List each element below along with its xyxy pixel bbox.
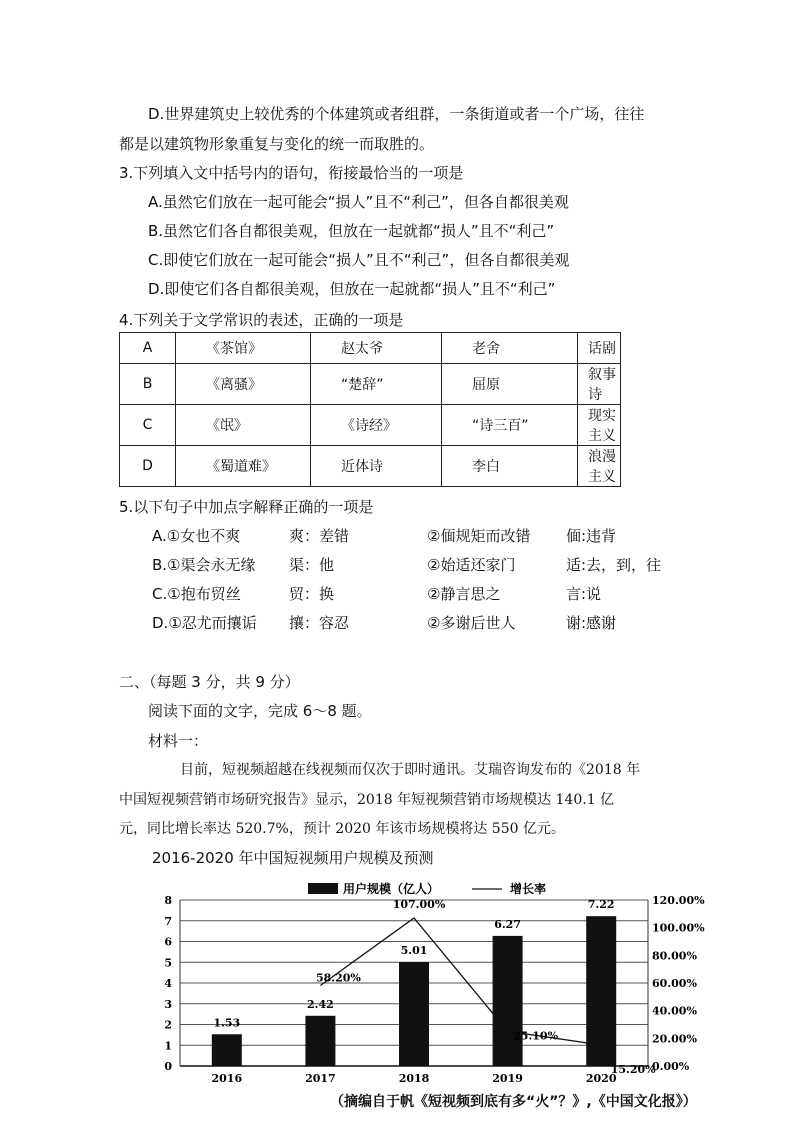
table-cell: 屈原 [442,364,578,405]
material-label: 材料一： [148,732,209,750]
y-left-tick-label: 4 [164,977,172,990]
literature-table [119,332,621,487]
q2-option-d-line1: D.世界建筑史上较优秀的个体建筑或者组群，一条街道或者一个广场，往往 [148,105,645,123]
material-paragraph-line3: 元，同比增长率达 520.7%，预计 2020 年该市场规模将达 550 亿元。 [119,821,565,837]
table-cell: 《诗经》 [311,405,442,446]
q3-stem: 3.下列填入文中括号内的语句，衔接最恰当的一项是 [119,164,464,182]
y-left-tick-label: 1 [164,1039,172,1053]
table-row [120,364,621,405]
table-cell: 老舍 [442,333,578,364]
q5-stem: 5.以下句子中加点字解释正确的一项是 [119,498,374,516]
table-cell: “诗三百” [442,405,578,446]
table-row [120,333,621,364]
x-tick-label: 2017 [305,1072,336,1085]
table-cell: “楚辞” [311,364,442,405]
section-heading: 二、（每题 3 分，共 9 分） [119,673,300,691]
reading-instruction: 阅读下面的文字，完成 6～8 题。 [148,702,372,720]
table-cell: B [120,364,176,405]
y-left-tick-label: 5 [164,956,172,970]
source-citation: （摘编自于帆《短视频到底有多“火”？》,《中国文化报》） [330,1094,697,1110]
growth-rate-line [320,918,601,1045]
y-left-tick-label: 8 [164,894,172,907]
y-right-tick-label: 100.00% [652,921,705,935]
q5-d-gloss1: 攘：容忍 [289,614,350,632]
q5-b-gloss1: 渠：他 [289,556,335,574]
growth-rate-label: 25.10% [513,1029,559,1043]
bar-value-label: 2.42 [307,997,334,1011]
y-right-tick-label: 60.00% [652,977,697,990]
x-tick-label: 2019 [492,1072,523,1085]
q4-stem: 4.下列关于文学常识的表述，正确的一项是 [119,311,404,329]
q5-a-sentence1: A.①女也不爽 [152,527,241,545]
growth-rate-label: 58.20% [315,971,361,985]
table-cell: 《氓》 [176,405,311,446]
legend-bar-swatch [308,883,338,894]
q5-b-sentence1: B.①渠会永无缘 [152,556,256,574]
q3-option-c: C.即使它们放在一起可能会“损人”且不“利己”，但各自都很美观 [148,251,570,269]
q5-d-sentence1: D.①忍尤而攘诟 [152,614,257,632]
bar [399,962,429,1066]
table-cell: 浪漫主义 [578,446,621,487]
table-cell: 李白 [442,446,578,487]
y-left-tick-label: 2 [164,1018,172,1032]
table-cell: C [120,405,176,446]
q5-d-gloss2: 谢:感谢 [566,614,617,632]
q3-option-a: A.虽然它们放在一起可能会“损人”且不“利己”，但各自都很美观 [148,193,569,211]
table-cell: 《蜀道难》 [176,446,311,487]
q5-b-gloss2: 适:去，到，往 [566,556,662,574]
material-paragraph-line1: 目前，短视频超越在线视频而仅次于即时通讯。艾瑞咨询发布的《2018 年 [180,762,641,778]
q5-c-sentence2: ②静言思之 [427,585,501,603]
q5-b-sentence2: ②始适还家门 [427,556,516,574]
bar [212,1034,242,1066]
y-right-tick-label: 0.00% [652,1060,690,1073]
x-tick-label: 2016 [211,1072,243,1085]
chart-title: 2016-2020 年中国短视频用户规模及预测 [152,849,434,867]
x-tick-label: 2018 [398,1072,430,1085]
table-row [120,446,621,487]
table-cell: 叙事诗 [578,364,621,405]
y-left-tick-label: 7 [164,914,172,928]
q5-c-sentence1: C.①抱布贸丝 [152,585,241,603]
y-left-tick-label: 0 [164,1060,172,1073]
q5-d-sentence2: ②多谢后世人 [427,614,516,632]
table-cell: 现实主义 [578,405,621,446]
table-cell: 《离骚》 [176,364,311,405]
q5-c-gloss1: 贸：换 [289,585,335,603]
legend-bar-label: 用户规模（亿人） [343,882,440,896]
q5-a-sentence2: ②偭规矩而改错 [427,527,531,545]
user-scale-chart [150,878,710,1088]
y-right-tick-label: 120.00% [652,894,705,907]
bar-value-label: 6.27 [494,917,521,931]
bar-value-label: 7.22 [587,898,615,912]
bar [305,1016,335,1066]
y-right-tick-label: 40.00% [652,1004,697,1018]
y-left-tick-label: 6 [164,935,172,949]
q5-a-gloss2: 偭:违背 [566,527,617,545]
growth-rate-label: 15.20% [610,1062,656,1076]
table-cell: 《茶馆》 [176,333,311,364]
q3-option-d: D.即使它们各自都很美观，但放在一起就都“损人”且不“利己” [148,280,556,298]
bar-value-label: 1.53 [213,1016,241,1030]
bar-value-label: 5.01 [400,944,428,958]
y-right-tick-label: 20.00% [652,1032,697,1046]
x-tick-label: 2020 [585,1072,617,1085]
legend-line-label: 增长率 [510,882,547,896]
table-cell: 近体诗 [311,446,442,487]
y-right-tick-label: 80.00% [652,949,697,963]
table-row [120,405,621,446]
bar [493,936,523,1066]
table-cell: D [120,446,176,487]
growth-rate-label: 107.00% [392,897,446,911]
q2-option-d-line2: 都是以建筑物形象重复与变化的统一而取胜的。 [119,135,435,153]
y-left-tick-label: 3 [164,997,172,1011]
table-cell: A [120,333,176,364]
table-cell: 话剧 [578,333,621,364]
table-cell: 赵太爷 [311,333,442,364]
q5-c-gloss2: 言:说 [566,585,602,603]
q5-a-gloss1: 爽：差错 [289,527,350,545]
material-paragraph-line2: 中国短视频营销市场研究报告》显示，2018 年短视频营销市场规模达 140.1 亿 [119,792,615,808]
q3-option-b: B.虽然它们各自都很美观，但放在一起就都“损人”且不“利己” [148,222,555,240]
